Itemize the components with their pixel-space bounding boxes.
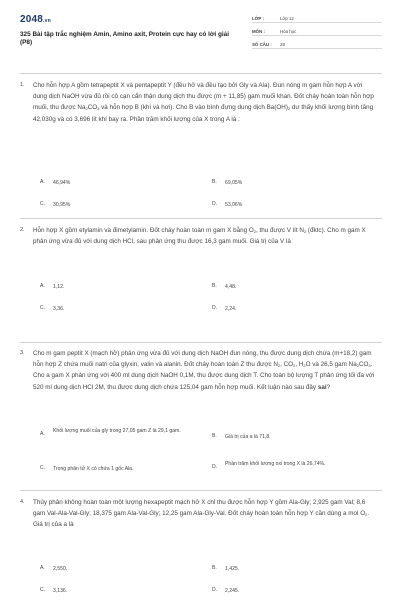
page-header bbox=[0, 0, 400, 58]
question-1 bbox=[20, 73, 382, 218]
option-c[interactable]: C. Trong phân tử X có chứa 1 gốc Ala. bbox=[40, 465, 134, 472]
option-a[interactable]: A. 46,94% bbox=[40, 179, 71, 186]
meta-value: 29 bbox=[280, 42, 285, 47]
option-b[interactable]: B. 1,425. bbox=[212, 565, 240, 572]
option-a[interactable]: A. 2,550. bbox=[40, 565, 68, 572]
meta-label: SỐ CÂU : bbox=[252, 42, 272, 47]
option-c[interactable]: C. 3,136. bbox=[40, 587, 68, 594]
option-d[interactable]: D. 2,245. bbox=[212, 587, 240, 594]
question-text: Hỗn hợp X gồm etylamin và đimetylamin. Đốt cháy hoàn toàn m gam X bằng $O_2$, thu được V lít $N_2$ (đktc). Cho m gam X phản ứng vừa đủ với dung dịch HCl, sau phản ứng thu được 16,3 gam muối. Giá trị của V là bbox=[33, 227, 366, 246]
option-b[interactable]: B. Giá trị của a là 71,8. bbox=[212, 433, 271, 440]
question-text: Cho hỗn hợp A gồm tetrapeptit X và pentapeptit Y (đều hở và đều tạo bởi Gly và Ala). Đun nóng m gam hỗn hợp A với dung dịch NaOH vừa đủ rồi cô cạn cẩn thận dung dịch thu được (m + 11,85) gam muối khan. Đốt cháy hoàn toàn hỗn hợp muối, thu được $Na_2CO_3$ và hỗn hợp B (khí và hơi). Cho B vào bình đựng dung dịch $Ba(OH)_2$ dư thấy khối lượng bình tăng 42,030g và có 3,696 lít khí bay ra. Phần trăm khối lượng của X trong A là : bbox=[33, 82, 374, 123]
option-d[interactable]: D. Phần trăm khối lượng oxi trong X là 26,74%. bbox=[212, 461, 326, 470]
question-number: 3. bbox=[20, 350, 25, 356]
page-title: 325 Bài tập trắc nghiệm Amin, Amino axit, Protein cực hay có lời giải (P8) bbox=[20, 31, 229, 47]
question-3 bbox=[20, 342, 382, 490]
meta-row-subject bbox=[252, 26, 382, 36]
meta-label: LỚP : bbox=[252, 16, 264, 21]
question-text: Cho m gam peptit X (mạch hở) phản ứng vừa đủ với dung dịch NaOH đun nóng, thu được dung dịch chứa (m+18,2) gam hỗn hợp Z chứa muối natri của glyxin, valin và alanin. Đốt cháy hoàn toàn Z thu được $N_2$, $CO_2$, $H_2O$ và 26,5 gam $Na_2CO_3$. Cho a gam X phản ứng với 400 ml dung dịch NaOH 0,1M, thu được dung dịch T. Cho toàn bộ lượng T phản ứng tối đa với 520 ml dung dịch HCl 2M, thu được dung dịch chứa 125,04 gam hỗn hợp muối. Kết luận nào sau đây sai? bbox=[33, 350, 375, 391]
question-2 bbox=[20, 218, 382, 340]
option-b[interactable]: B. 69,05% bbox=[212, 179, 243, 186]
site-logo[interactable]: 2048.vn bbox=[20, 14, 51, 25]
question-number: 4. bbox=[20, 499, 25, 505]
option-d[interactable]: D. 53,06% bbox=[212, 201, 243, 208]
option-a[interactable]: A. 1,12. bbox=[40, 283, 65, 290]
question-4 bbox=[20, 490, 382, 598]
option-a[interactable]: A. Khối lượng muối của gly trong 27,05 gam Z là 29,1 gam. bbox=[40, 428, 181, 437]
meta-label: MÔN : bbox=[252, 29, 265, 34]
question-text: Thủy phân không hoàn toàn một lượng hexapeptit mạch hở X chỉ thu được hỗn hợp Y gồm Ala-Gly; 2,925 gam Val; 8,6 gam Val-Ala-Val-Gly; 18,375 gam Ala-Val-Gly; 12,25 gam Ala-Gly-Val. Đốt cháy hoàn toàn hỗn hợp Y cần dùng a mol $O_2$. Giá trị của a là bbox=[33, 499, 370, 529]
meta-row-count bbox=[252, 39, 382, 49]
option-d[interactable]: D. 2,24. bbox=[212, 305, 237, 312]
meta-row-class bbox=[252, 13, 382, 23]
question-number: 2. bbox=[20, 227, 25, 233]
option-c[interactable]: C. 3,36. bbox=[40, 305, 65, 312]
option-c[interactable]: C. 30,95% bbox=[40, 201, 71, 208]
meta-panel bbox=[252, 13, 382, 52]
question-number: 1. bbox=[20, 82, 25, 88]
meta-value: Hóa học bbox=[280, 29, 297, 34]
option-b[interactable]: B. 4,48. bbox=[212, 283, 237, 290]
meta-value: Lớp 12 bbox=[280, 16, 294, 21]
